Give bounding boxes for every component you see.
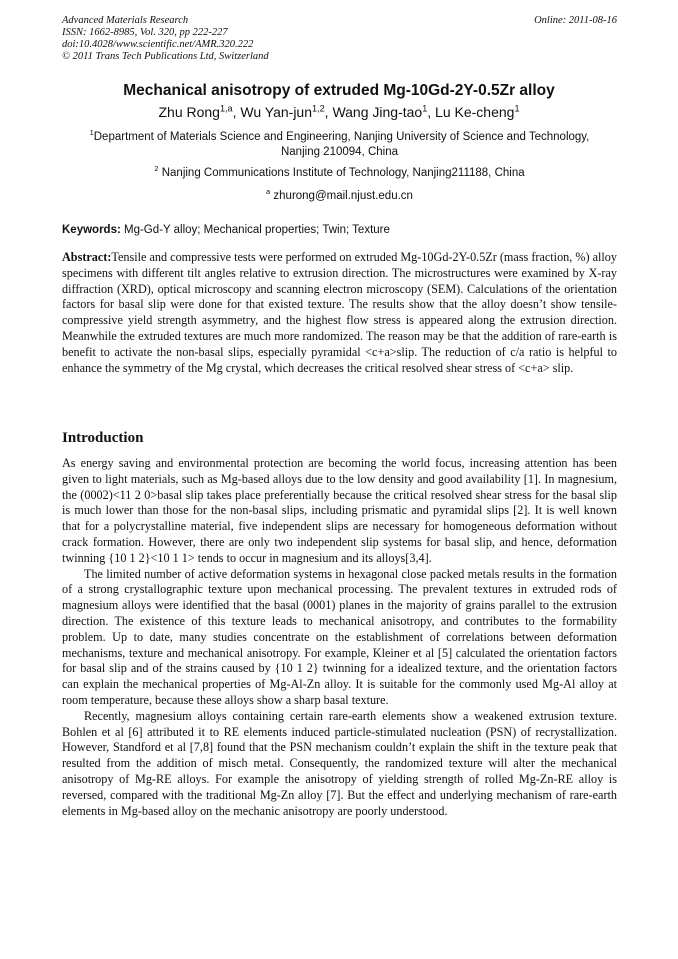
online-date: Online: 2011-08-16 bbox=[534, 15, 617, 26]
author-list bbox=[0, 104, 678, 120]
affiliation-1 bbox=[62, 130, 617, 160]
keywords-label: Keywords: bbox=[62, 224, 121, 236]
keywords bbox=[62, 224, 617, 236]
affiliation-1-line2: Nanjing 210094, China bbox=[280, 146, 398, 158]
author-separator: , bbox=[427, 104, 436, 120]
author-affiliation-marker: 1,a bbox=[219, 103, 233, 114]
introduction-body bbox=[62, 456, 617, 819]
affiliation-1-line1: Department of Materials Science and Engineering, Nanjing University of Science and Technology, bbox=[93, 131, 590, 143]
abstract bbox=[62, 250, 617, 376]
affiliation-marker: 1 bbox=[89, 128, 94, 138]
intro-paragraph-2: The limited number of active deformation systems in hexagonal close packed metals results in the formation of a strong crystallographic texture upon mechanical processing. The prevalent textures in extruded rods of magnesium alloys were identified that the basal (0001) planes in the majority of grains parallel to the extrusion direction. The existence of this texture leads to mechanical anisotropy, and contributes to the formability problem. Up to date, many studies concentrate on the establishment of correlations between deformation mechanisms, texture and mechanical anisotropy. For example, Kleiner et al [5] calculated the orientation factors for basal slip and of the strains caused by {10 1 2} twinning for a idealized texture, and the orientation factors can explain the mechanical properties of Mg-Al-Zn alloy. It is suitable for the commonly used Mg-Al alloy at room temperature, because these alloys show a sharp basal texture. bbox=[62, 566, 617, 707]
paper-title: Mechanical anisotropy of extruded Mg-10Gd-2Y-0.5Zr alloy bbox=[123, 82, 555, 99]
author-name: Wang Jing-tao bbox=[332, 104, 423, 120]
affiliation-marker: 2 bbox=[154, 164, 159, 174]
copyright-line: © 2011 Trans Tech Publications Ltd, Switzerland bbox=[62, 51, 269, 62]
journal-name: Advanced Materials Research bbox=[62, 15, 189, 26]
journal-header bbox=[62, 15, 617, 63]
intro-paragraph-3: Recently, magnesium alloys containing certain rare-earth elements show a weakened extrusion texture. Bohlen et al [6] attributed it to RE elements induced particle-stimulated nucleation (PSN) of recrystallization. However, Standford et al [7,8] found that the PSN mechanism couldn’t explain the shift in the texture peak that resulted from the addition of misch metal. Consequently, the randomized texture will alter the mechanical anisotropy of Mg-RE alloys. For example the anisotropy of yielding strength of rolled Mg-Zn-RE alloy is reversed, compared with the traditional Mg-Zn alloy [7]. But the effect and underlying mechanism of rare-earth elements in Mg-based alloy on the mechanic anisotropy are poorly understood. bbox=[62, 708, 617, 818]
affiliation-2-text: Nanjing Communications Institute of Technology, Nanjing211188, China bbox=[158, 167, 525, 179]
doi-line: doi:10.4028/www.scientific.net/AMR.320.222 bbox=[62, 39, 254, 50]
section-heading-introduction: Introduction bbox=[62, 430, 144, 446]
author-separator: , bbox=[232, 104, 241, 120]
author-affiliation-marker: 1 bbox=[514, 103, 520, 114]
author-separator: , bbox=[324, 104, 333, 120]
author-affiliation-marker: 1 bbox=[422, 103, 428, 114]
email-text: zhurong@mail.njust.edu.cn bbox=[270, 190, 413, 202]
corresponding-email bbox=[62, 189, 617, 204]
email-marker: a bbox=[266, 187, 271, 197]
intro-paragraph-1: As energy saving and environmental protection are becoming the world focus, increasing attention has been given to light materials, such as Mg-based alloys due to the low density and good availability [1]. In magnesium, the (0002)<11 2 0>basal slip takes place preferentially because the critical resolved shear stress for the basal slip is much lower than those for the non-basal slips, including prismatic and pyramidal slips [2]. It is well known that for a polycrystalline material, five independent slips are necessary for homogeneous deformation without crack formation. However, there are only two independent slip systems for basal slip, and hence, deformation twinning {10 1 2}<10 1 1> tends to occur in magnesium and its alloys[3,4]. bbox=[62, 456, 617, 565]
abstract-label: Abstract: bbox=[62, 250, 112, 264]
author-name: Wu Yan-jun bbox=[240, 104, 313, 120]
abstract-text: Tensile and compressive tests were performed on extruded Mg-10Gd-2Y-0.5Zr (mass fraction, %) alloy specimens with different tilt angles relative to extrusion direction. The microstructures were examined by X-ray diffraction (XRD), optical microscopy and scanning electron microscopy (SEM). Calculations of the orientation factors for basal slip were done for that existed texture. The results show that the alloy doesn’t show tensile-compressive yield strength asymmetry, and the highest flow stress is appeared along the extrusion direction. Meanwhile the extruded textures are much more randomized. The reason may be that the addition of rare-earth is benefit to activate the non-basal slips, especially pyramidal <c+a>slip. The reduction of c/a ratio is helpful to enhance the symmetry of the Mg crystal, which decreases the critical resolved shear stress of <c+a> slip. bbox=[62, 250, 617, 375]
author-name: Zhu Rong bbox=[158, 104, 220, 120]
author-name: Lu Ke-cheng bbox=[435, 104, 515, 120]
affiliation-2 bbox=[62, 166, 617, 181]
author-affiliation-marker: 1,2 bbox=[312, 103, 325, 114]
keywords-text: Mg-Gd-Y alloy; Mechanical properties; Twin; Texture bbox=[120, 224, 390, 236]
issn-line: ISSN: 1662-8985, Vol. 320, pp 222-227 bbox=[62, 27, 228, 38]
